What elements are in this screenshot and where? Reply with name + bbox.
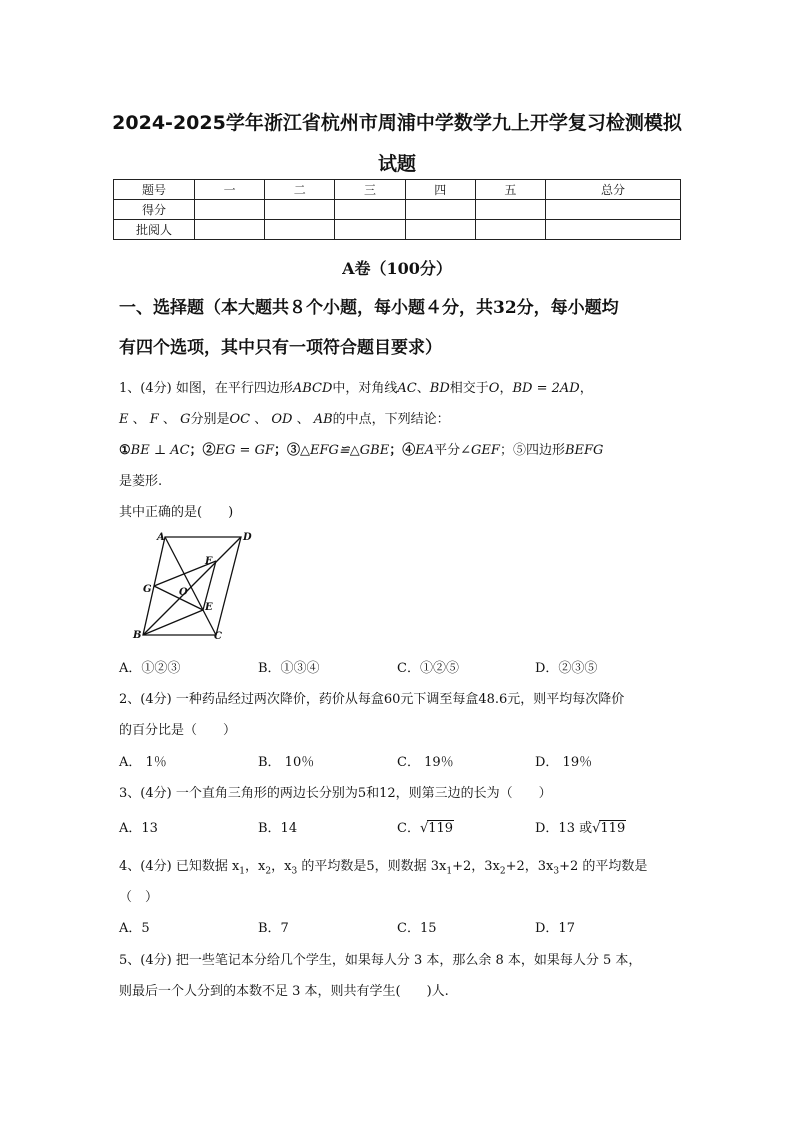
score-cell[interactable] [195, 200, 265, 220]
q1-text: ；② [189, 443, 216, 458]
score-row-label: 得分 [114, 200, 195, 220]
q4-subscript: 1 [446, 866, 453, 877]
point-label-g: G [143, 584, 152, 595]
q1-number: 1、(4分) [119, 381, 176, 396]
q1-math: BD = 2AD [512, 381, 580, 396]
q4-text: +2，3x [505, 859, 554, 874]
sqrt-sign: √ [592, 821, 601, 836]
q1-text: ；⑤四边形 [499, 443, 565, 458]
q1-math: AC [397, 381, 417, 396]
q4-subscript: 1 [239, 866, 246, 877]
diagonal-bd [143, 537, 241, 635]
q1-text: 、 [416, 381, 430, 396]
q1-text: ；③ [273, 443, 300, 458]
q4-text: 的平均数是5，则数据 3x [297, 859, 447, 874]
q5-line1: 5、(4分) 把一些笔记本分给几个学生，如果每人分 3 本，那么余 8 本，如果每人分 5 本， [119, 953, 642, 968]
q1-text: 、 [292, 412, 314, 427]
q1-option-b[interactable]: B．①③④ [258, 661, 320, 676]
q4-text: ，x [245, 859, 266, 874]
score-cell[interactable] [546, 220, 681, 240]
q4-text: +2，3x [452, 859, 500, 874]
q1-math: E [119, 412, 129, 427]
q1-math: F [149, 412, 159, 427]
score-header-cell: 四 [405, 180, 475, 200]
q4-option-a[interactable]: A．5 [119, 921, 150, 936]
section-a-heading: A卷（100分） [342, 259, 452, 278]
score-table-row [114, 220, 681, 240]
q4-text: +2 的平均数是 [559, 859, 648, 874]
score-cell[interactable] [265, 220, 335, 240]
q4-line2: （ ） [119, 890, 159, 905]
q3-option-a[interactable]: A．13 [119, 821, 158, 836]
score-cell[interactable] [335, 220, 405, 240]
score-cell[interactable] [265, 200, 335, 220]
q4-option-b[interactable]: B．7 [258, 921, 289, 936]
q3-option-d-label: D．13 或 [535, 821, 593, 836]
q3-option-d-radicand: 119 [600, 821, 626, 836]
q4-subscript: 3 [553, 866, 560, 877]
q1-math: BEFG [564, 443, 604, 458]
point-label-o: O [179, 587, 188, 598]
exam-title-line2: 试题 [377, 153, 416, 175]
q1-line3 [119, 439, 603, 458]
q1-line1 [119, 377, 593, 396]
q1-math: ABCD [292, 381, 333, 396]
q2-option-c[interactable]: C． 19％ [397, 755, 454, 770]
sqrt-sign: √ [419, 821, 429, 836]
q1-math: O [488, 381, 500, 396]
diagonal-ac [165, 537, 216, 635]
q1-math: BE ⊥ AC [130, 443, 190, 458]
q1-math: AB [313, 412, 333, 427]
q1-text: 、 [128, 412, 150, 427]
q3-option-c[interactable] [397, 817, 454, 836]
score-cell[interactable] [405, 220, 475, 240]
score-header-cell: 五 [475, 180, 545, 200]
q1-text: ， [579, 381, 593, 396]
q1-text: 中，对角线 [332, 381, 398, 396]
q4-text: 4、(4分) 已知数据 x [119, 859, 240, 874]
q1-line5: 其中正确的是( ) [119, 505, 234, 520]
q1-text: 相交于 [449, 381, 489, 396]
q1-math: EA [415, 443, 435, 458]
score-header-cell: 题号 [114, 180, 195, 200]
q1-text: ， [499, 381, 513, 396]
q1-option-a[interactable]: A．①②③ [119, 661, 181, 676]
score-cell[interactable] [335, 200, 405, 220]
exam-title-line1: 2024-2025学年浙江省杭州市周浦中学数学九上开学复习检测模拟 [112, 112, 682, 134]
score-cell[interactable] [475, 200, 545, 220]
q1-line2 [119, 408, 450, 427]
score-cell[interactable] [546, 200, 681, 220]
q1-line4: 是菱形. [119, 474, 163, 489]
q1-math: EG = GF [215, 443, 274, 458]
q4-option-d[interactable]: D．17 [535, 921, 575, 936]
q4-subscript: 2 [265, 866, 272, 877]
q1-text: ；④ [389, 443, 416, 458]
score-header-cell: 一 [195, 180, 265, 200]
point-label-f: F [205, 556, 213, 567]
score-table [113, 179, 681, 240]
parallelogram-figure [128, 528, 258, 646]
q3-option-c-radicand: 119 [428, 821, 454, 836]
vertex-label-b: B [133, 630, 142, 641]
q1-text: 的中点，下列结论： [332, 412, 450, 427]
q3-option-b[interactable]: B．14 [258, 821, 298, 836]
q4-text: ，x [271, 859, 292, 874]
q1-math: G [180, 412, 191, 427]
q1-option-d[interactable]: D．②③⑤ [535, 661, 598, 676]
q4-subscript: 2 [499, 866, 506, 877]
q3-option-c-label: C． [397, 821, 420, 836]
q2-line2: 的百分比是（ ） [119, 723, 237, 738]
q1-math: ∠GEF [460, 443, 500, 458]
q1-text: ① [119, 443, 131, 458]
q1-text: 平分 [434, 443, 461, 458]
q1-option-c[interactable]: C．①②⑤ [397, 661, 459, 676]
score-table-header-row [114, 180, 681, 200]
point-label-e: E [205, 602, 213, 613]
q2-option-b[interactable]: B． 10％ [258, 755, 315, 770]
segment-be [143, 610, 203, 635]
score-header-cell: 三 [335, 180, 405, 200]
q2-option-d[interactable]: D． 19％ [535, 755, 593, 770]
vertex-label-a: A [157, 532, 165, 543]
q1-text: 、 [250, 412, 272, 427]
score-header-cell: 总分 [546, 180, 681, 200]
part1-heading-line1: 一、选择题（本大题共８个小题，每小题４分，共32分，每小题均 [119, 298, 619, 318]
q4-line1 [119, 855, 647, 877]
score-cell[interactable] [405, 200, 475, 220]
score-header-cell: 二 [265, 180, 335, 200]
q5-line2: 则最后一个人分到的本数不足 3 本，则共有学生( )人. [119, 984, 449, 999]
q2-option-a[interactable]: A． 1％ [119, 755, 167, 770]
score-row-label: 批阅人 [114, 220, 195, 240]
score-table-row [114, 200, 681, 220]
score-cell[interactable] [475, 220, 545, 240]
q1-math: △EFG≌△GBE [300, 443, 390, 458]
q1-text: 、 [158, 412, 181, 427]
q1-math: BD [429, 381, 450, 396]
q2-line1: 2、(4分) 一种药品经过两次降价，药价从每盒60元下调至每盒48.6元，则平均每次降价 [119, 692, 625, 707]
q1-text: 分别是 [190, 412, 230, 427]
q1-math: OC [229, 412, 251, 427]
vertex-label-c: C [214, 631, 222, 642]
q3-option-d[interactable] [535, 817, 626, 836]
q1-math: OD [271, 412, 293, 427]
score-cell[interactable] [195, 220, 265, 240]
q1-text: 如图，在平行四边形 [175, 381, 293, 396]
q4-option-c[interactable]: C．15 [397, 921, 437, 936]
part1-heading-line2: 有四个选项，其中只有一项符合题目要求） [119, 338, 442, 358]
q4-subscript: 3 [291, 866, 298, 877]
q3-line1: 3、(4分) 一个直角三角形的两边长分别为5和12，则第三边的长为（ ） [119, 786, 552, 801]
vertex-label-d: D [243, 532, 252, 543]
